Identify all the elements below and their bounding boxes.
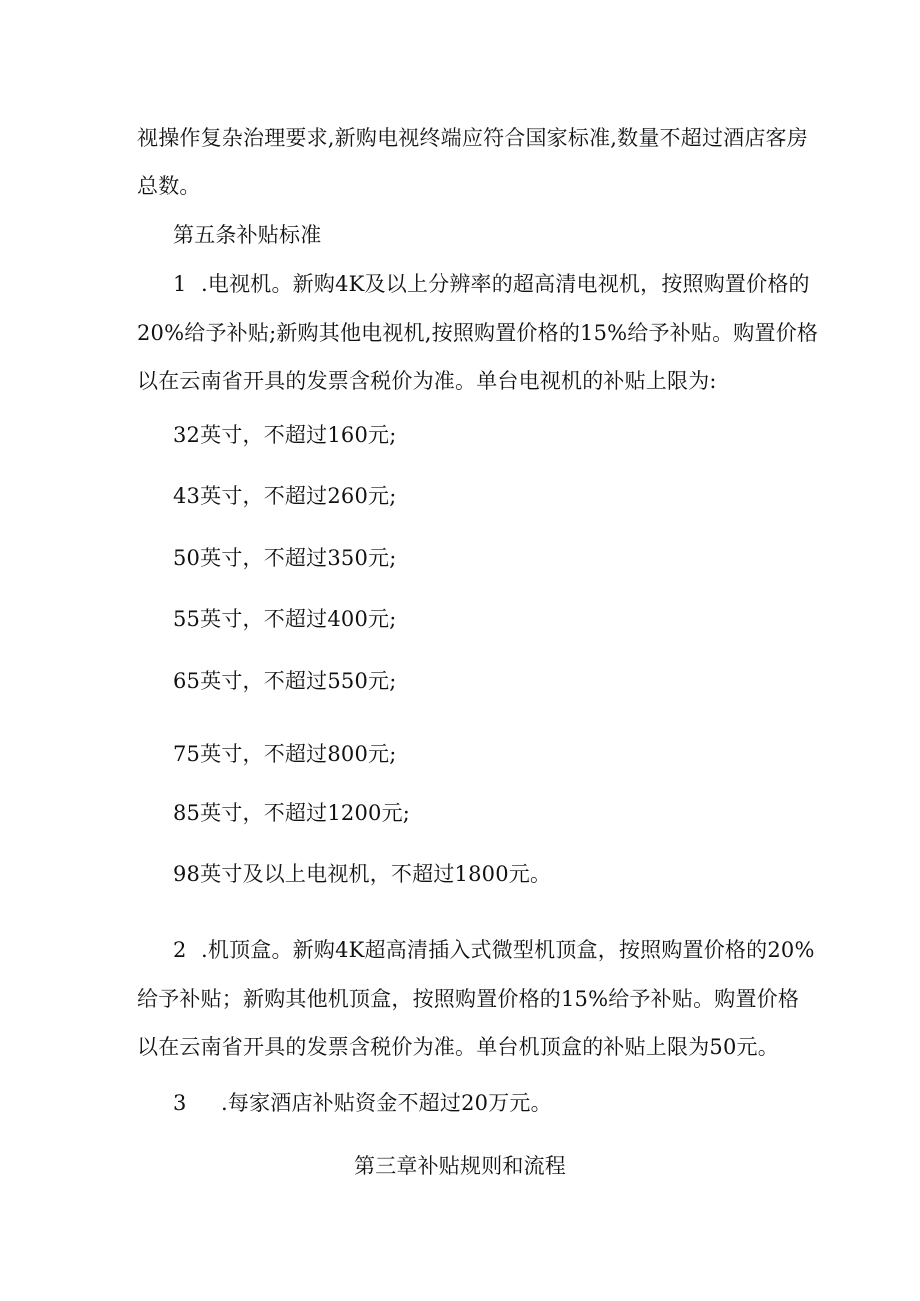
item-1-line-1 (173, 270, 810, 298)
item-2-number: 2 (173, 938, 187, 962)
tv-limit-32: 32英寸，不超过160元; (173, 423, 397, 447)
intro-line-1: 视操作复杂治理要求,新购电视终端应符合国家标准,数量不超过酒店客房 (137, 126, 808, 150)
item-2-text: .机顶盒。新购4K超高清插入式微型机顶盒，按照购置价格的20% (201, 938, 815, 962)
item-3-number: 3 (173, 1091, 187, 1115)
item-1-number: 1 (173, 272, 187, 296)
item-2-line-1 (173, 936, 815, 964)
tv-limit-65: 65英寸，不超过550元; (173, 669, 397, 693)
tv-limit-43: 43英寸，不超过260元; (173, 484, 397, 508)
item-2-line-3: 以在云南省开具的发票含税价为准。单台机顶盒的补贴上限为50元。 (137, 1035, 779, 1059)
item-1-text: .电视机。新购4K及以上分辨率的超高清电视机，按照购置价格的 (201, 272, 810, 296)
tv-limit-55: 55英寸，不超过400元; (173, 607, 397, 631)
tv-limit-98: 98英寸及以上电视机，不超过1800元。 (173, 862, 552, 886)
item-2-line-2: 给予补贴；新购其他机顶盒，按照购置价格的15%给予补贴。购置价格 (137, 987, 800, 1011)
article-5-heading: 第五条补贴标准 (173, 223, 322, 247)
tv-limit-85: 85英寸，不超过1200元; (173, 801, 411, 825)
intro-line-2: 总数。 (137, 174, 201, 198)
tv-limit-50: 50英寸，不超过350元; (173, 546, 397, 570)
tv-limit-75: 75英寸，不超过800元; (173, 742, 397, 766)
item-1-line-3: 以在云南省开具的发票含税价为准。单台电视机的补贴上限为: (137, 369, 717, 393)
item-3-line (173, 1089, 552, 1117)
item-3-text: .每家酒店补贴资金不超过20万元。 (221, 1091, 552, 1115)
item-1-line-2: 20%给予补贴;新购其他电视机,按照购置价格的15%给予补贴。购置价格 (137, 321, 819, 345)
chapter-3-heading: 第三章补贴规则和流程 (354, 1154, 566, 1178)
